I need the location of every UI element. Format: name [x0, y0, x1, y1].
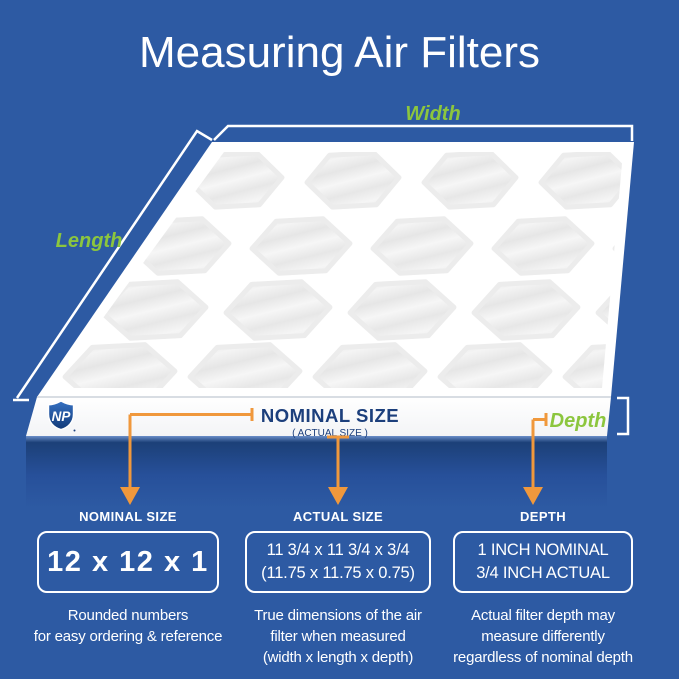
filter-shadow-gradient: [26, 436, 607, 508]
desc-line: True dimensions of the air: [254, 607, 422, 624]
filter-pleat: [657, 152, 679, 209]
actual-size-box: [245, 531, 431, 593]
filter-pleat: [72, 152, 167, 209]
desc-line: filter when measured: [270, 628, 406, 645]
length-label: Length: [55, 230, 123, 252]
nominal-size-column-header: NOMINAL SIZE: [79, 509, 177, 524]
nominal-size-description: [22, 605, 234, 647]
brand-logo-text: NP: [51, 409, 71, 424]
actual-size-column: [232, 509, 444, 668]
filter-pleat: [0, 280, 83, 339]
desc-line: regardless of nominal depth: [453, 649, 633, 666]
actual-size-description: [232, 605, 444, 668]
page-title: Measuring Air Filters: [138, 28, 540, 77]
band-nominal-size-label: NOMINAL SIZE: [260, 405, 400, 426]
depth-bracket: [617, 398, 628, 434]
depth-column: [437, 509, 649, 668]
desc-line: (width x length x depth): [262, 649, 414, 666]
width-label: Width: [405, 103, 461, 125]
depth-column-header: DEPTH: [519, 509, 567, 524]
actual-size-value-decimal: (11.75 x 11.75 x 0.75): [261, 564, 415, 582]
band-actual-size-label: ( ACTUAL SIZE ): [292, 428, 368, 439]
actual-size-value: 11 3/4 x 11 3/4 x 3/4: [266, 541, 410, 559]
depth-nominal-value: 1 INCH NOMINAL: [477, 541, 609, 559]
nominal-size-value: 12 x 12 x 1: [47, 545, 209, 578]
depth-label: Depth: [549, 410, 607, 432]
desc-line: Rounded numbers: [67, 607, 189, 624]
depth-description: [437, 605, 649, 668]
depth-actual-value: 3/4 INCH ACTUAL: [476, 564, 610, 582]
desc-line: Actual filter depth may: [471, 607, 615, 624]
nominal-size-column: [22, 509, 234, 647]
desc-line: measure differently: [481, 628, 605, 645]
actual-size-column-header: ACTUAL SIZE: [292, 509, 384, 524]
nominal-size-box: [37, 531, 219, 593]
desc-line: for easy ordering & reference: [33, 628, 223, 645]
depth-box: [453, 531, 633, 593]
width-dimension-line: [214, 126, 632, 141]
